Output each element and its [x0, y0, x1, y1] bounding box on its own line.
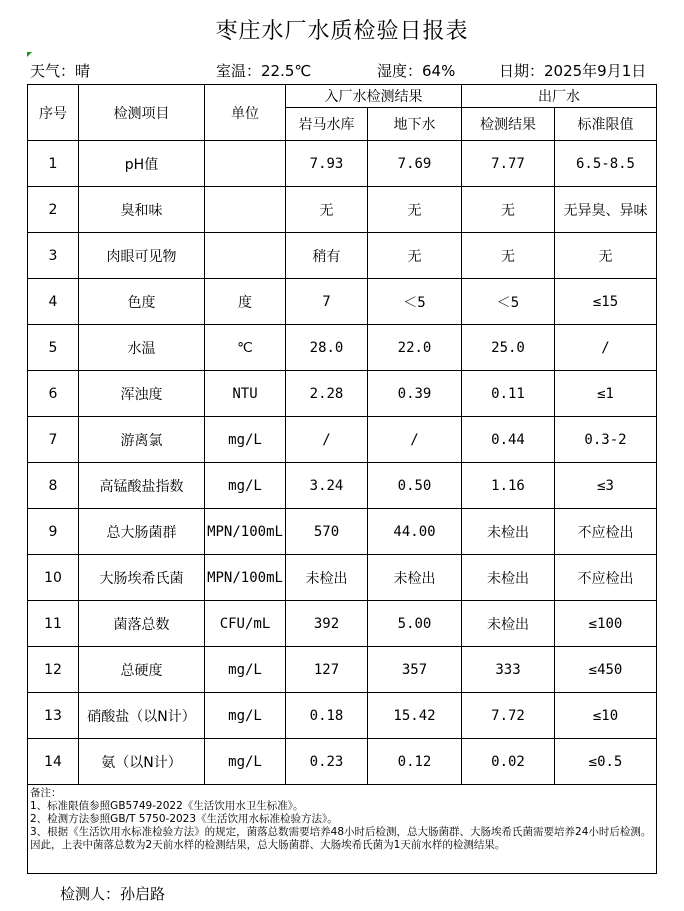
yanma-cell: 7.93 [286, 141, 368, 187]
header-ground: 地下水 [368, 108, 462, 141]
item-cell: 总大肠菌群 [79, 509, 205, 555]
unit-cell [205, 141, 286, 187]
header-seq: 序号 [28, 85, 79, 141]
result-cell: 0.11 [462, 371, 555, 417]
header-inlet-group: 入厂水检测结果 [286, 85, 462, 108]
yanma-cell: / [286, 417, 368, 463]
item-cell: 肉眼可见物 [79, 233, 205, 279]
yanma-cell: 570 [286, 509, 368, 555]
limit-cell: 6.5-8.5 [555, 141, 657, 187]
unit-cell: mg/L [205, 739, 286, 785]
yanma-cell: 392 [286, 601, 368, 647]
unit-cell [205, 187, 286, 233]
item-cell: 水温 [79, 325, 205, 371]
seq-cell: 3 [28, 233, 79, 279]
result-cell: 未检出 [462, 555, 555, 601]
note-line-3: 3、根据《生活饮用水标准检验方法》的规定，菌落总数需要培养48小时后检测，总大肠菌群、大肠埃希氏菌需要培养24小时后检测。因此，上表中菌落总数为2天前水样的检测结果，总大肠菌群、大肠埃希氏菌为1天前水样的检测结果。 [30, 826, 652, 851]
limit-cell: / [555, 325, 657, 371]
item-cell: 色度 [79, 279, 205, 325]
result-cell: 25.0 [462, 325, 555, 371]
ground-cell: 5.00 [368, 601, 462, 647]
seq-cell: 7 [28, 417, 79, 463]
notes-heading: 备注： [30, 787, 62, 799]
header-limit: 标准限值 [555, 108, 657, 141]
header-unit: 单位 [205, 85, 286, 141]
unit-cell: mg/L [205, 647, 286, 693]
result-cell: 无 [462, 187, 555, 233]
seq-cell: 10 [28, 555, 79, 601]
limit-cell: 不应检出 [555, 509, 657, 555]
yanma-cell: 28.0 [286, 325, 368, 371]
ground-cell: 7.69 [368, 141, 462, 187]
item-cell: 高锰酸盐指数 [79, 463, 205, 509]
yanma-cell: 2.28 [286, 371, 368, 417]
table-row [28, 279, 657, 325]
item-cell: 菌落总数 [79, 601, 205, 647]
table-row [28, 187, 657, 233]
date-label: 日期：2025年9月1日 [499, 62, 647, 80]
item-cell: 大肠埃希氏菌 [79, 555, 205, 601]
seq-cell: 14 [28, 739, 79, 785]
ground-cell: 22.0 [368, 325, 462, 371]
result-cell: 0.02 [462, 739, 555, 785]
result-cell: 0.44 [462, 417, 555, 463]
unit-cell: mg/L [205, 463, 286, 509]
limit-cell: ≤450 [555, 647, 657, 693]
item-cell: 硝酸盐（以N计） [79, 693, 205, 739]
table-row [28, 739, 657, 785]
unit-cell: NTU [205, 371, 286, 417]
seq-cell: 11 [28, 601, 79, 647]
result-cell: 7.72 [462, 693, 555, 739]
yanma-cell: 无 [286, 187, 368, 233]
limit-cell: 无 [555, 233, 657, 279]
item-cell: pH值 [79, 141, 205, 187]
seq-cell: 8 [28, 463, 79, 509]
seq-cell: 4 [28, 279, 79, 325]
item-cell: 总硬度 [79, 647, 205, 693]
seq-cell: 9 [28, 509, 79, 555]
seq-cell: 2 [28, 187, 79, 233]
table-row [28, 233, 657, 279]
header-result: 检测结果 [462, 108, 555, 141]
ground-cell: 无 [368, 233, 462, 279]
limit-cell: 无异臭、异味 [555, 187, 657, 233]
result-cell: 无 [462, 233, 555, 279]
unit-cell: CFU/mL [205, 601, 286, 647]
table-row [28, 693, 657, 739]
limit-cell: ≤100 [555, 601, 657, 647]
result-cell: 未检出 [462, 601, 555, 647]
limit-cell: ≤10 [555, 693, 657, 739]
item-cell: 浑浊度 [79, 371, 205, 417]
limit-cell: 0.3-2 [555, 417, 657, 463]
table-row [28, 417, 657, 463]
header-yanma: 岩马水库 [286, 108, 368, 141]
ground-cell: ＜5 [368, 279, 462, 325]
limit-cell: ≤1 [555, 371, 657, 417]
table-row [28, 325, 657, 371]
yanma-cell: 127 [286, 647, 368, 693]
ground-cell: 0.12 [368, 739, 462, 785]
table-row [28, 509, 657, 555]
yanma-cell: 7 [286, 279, 368, 325]
result-cell: 未检出 [462, 509, 555, 555]
unit-cell: 度 [205, 279, 286, 325]
ground-cell: 未检出 [368, 555, 462, 601]
note-line-1: 1、标准限值参照GB5749-2022《生活饮用水卫生标准》。 [30, 800, 304, 812]
header-item: 检测项目 [79, 85, 205, 141]
unit-cell: MPN/100mL [205, 509, 286, 555]
ground-cell: 0.50 [368, 463, 462, 509]
limit-cell: ≤3 [555, 463, 657, 509]
yanma-cell: 稍有 [286, 233, 368, 279]
ground-cell: 0.39 [368, 371, 462, 417]
unit-cell: MPN/100mL [205, 555, 286, 601]
yanma-cell: 0.23 [286, 739, 368, 785]
seq-cell: 6 [28, 371, 79, 417]
room-temp-label: 室温：22.5℃ [216, 62, 312, 80]
seq-cell: 13 [28, 693, 79, 739]
unit-cell: ℃ [205, 325, 286, 371]
yanma-cell: 3.24 [286, 463, 368, 509]
seq-cell: 1 [28, 141, 79, 187]
item-cell: 臭和味 [79, 187, 205, 233]
limit-cell: ≤15 [555, 279, 657, 325]
limit-cell: ≤0.5 [555, 739, 657, 785]
inspector-label: 检测人：孙启路 [60, 885, 166, 903]
seq-cell: 12 [28, 647, 79, 693]
ground-cell: / [368, 417, 462, 463]
table-row [28, 601, 657, 647]
ground-cell: 15.42 [368, 693, 462, 739]
limit-cell: 不应检出 [555, 555, 657, 601]
result-cell: ＜5 [462, 279, 555, 325]
weather-label: 天气：晴 [30, 62, 91, 80]
table-row [28, 371, 657, 417]
table-row [28, 463, 657, 509]
seq-cell: 5 [28, 325, 79, 371]
item-cell: 游离氯 [79, 417, 205, 463]
header-outlet-group: 出厂水 [462, 85, 657, 108]
result-cell: 1.16 [462, 463, 555, 509]
yanma-cell: 未检出 [286, 555, 368, 601]
notes-cell [28, 785, 657, 874]
result-cell: 7.77 [462, 141, 555, 187]
ground-cell: 357 [368, 647, 462, 693]
ground-cell: 无 [368, 187, 462, 233]
item-cell: 氨（以N计） [79, 739, 205, 785]
note-line-2: 2、检测方法参照GB/T 5750-2023《生活饮用水标准检验方法》。 [30, 813, 338, 825]
result-cell: 333 [462, 647, 555, 693]
table-row [28, 647, 657, 693]
yanma-cell: 0.18 [286, 693, 368, 739]
unit-cell [205, 233, 286, 279]
unit-cell: mg/L [205, 417, 286, 463]
cell-marker-icon [27, 52, 32, 57]
unit-cell: mg/L [205, 693, 286, 739]
table-row [28, 555, 657, 601]
ground-cell: 44.00 [368, 509, 462, 555]
humidity-label: 湿度：64% [377, 62, 456, 80]
table-row [28, 141, 657, 187]
report-title: 枣庄水厂水质检验日报表 [215, 19, 469, 44]
water-quality-table [27, 84, 657, 874]
